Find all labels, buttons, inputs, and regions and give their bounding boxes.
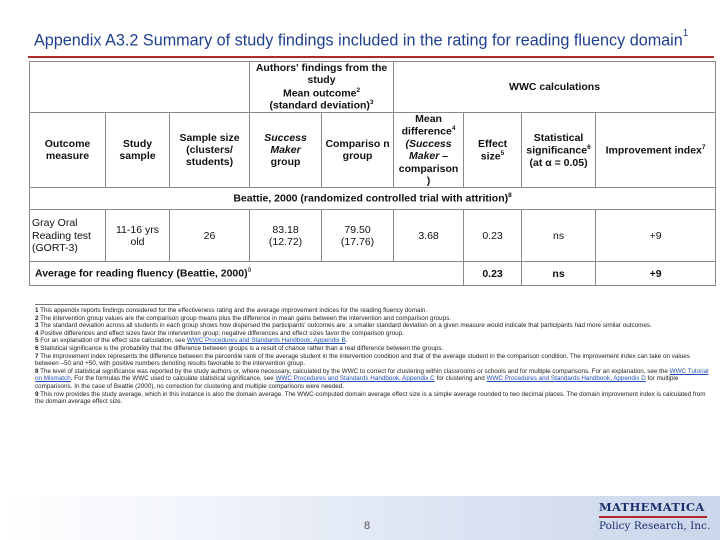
col-outcome-measure xyxy=(30,113,106,188)
study-header-row xyxy=(30,188,716,210)
col-sample-size-label: Sample size (clusters/ students) xyxy=(179,131,240,169)
footnote-number: 6 xyxy=(35,344,39,352)
header-spacer xyxy=(30,62,250,113)
cell-improvement xyxy=(596,210,716,262)
footnote-number: 5 xyxy=(35,337,39,345)
col-statistical-significance xyxy=(522,113,596,188)
average-label: Average for reading fluency (Beattie, 2000) xyxy=(35,267,248,280)
std-dev-note: 3 xyxy=(369,99,374,107)
col-stat-sig-line1: Statistical significance xyxy=(526,131,588,157)
page-title-text: Appendix A3.2 Summary of study findings included in the rating for reading fluency domain xyxy=(34,31,683,50)
average-improvement xyxy=(596,262,716,286)
cell-size-text: 26 xyxy=(203,229,216,242)
col-sm-group-line2: Maker xyxy=(270,144,301,157)
cell-comp-mean xyxy=(322,210,394,262)
title-underline xyxy=(28,56,714,58)
cell-sample-text: 11-16 yrs old xyxy=(116,223,159,248)
col-mean-diff-note: 4 xyxy=(451,125,456,133)
footnote-1 xyxy=(35,307,715,315)
average-significance-value: ns xyxy=(552,267,565,280)
footnote-9 xyxy=(35,391,715,406)
col-improvement-index xyxy=(596,113,716,188)
cell-effect-size-value: 0.23 xyxy=(482,229,503,242)
col-sm-group-line1: Success xyxy=(264,131,307,144)
col-outcome-measure-label: Outcome measure xyxy=(44,137,91,163)
col-success-maker-group xyxy=(250,113,322,188)
handbook-appendix-d-link[interactable]: WWC Procedures and Standards Handbook, Appendix D xyxy=(486,375,646,383)
cell-size xyxy=(170,210,250,262)
footnote-number: 1 xyxy=(35,307,39,314)
col-study-sample-label: Study sample xyxy=(119,137,156,163)
cell-mean-diff-value: 3.68 xyxy=(418,229,439,242)
cell-effect-size xyxy=(464,210,522,262)
footnote-text: The intervention group values are the comparison group means plus the difference in mean gains between the intervention and comparison groups. xyxy=(40,314,451,322)
header-row-1 xyxy=(30,62,716,113)
wwc-calculations-label: WWC calculations xyxy=(509,80,601,93)
logo-wordmark: MATHEMATICA xyxy=(599,500,705,514)
footnote-number: 9 xyxy=(35,390,39,398)
footnote-text-mid: . For the formulas the WWC used to calculate statistical significance, see xyxy=(70,375,276,383)
page-number: 8 xyxy=(364,520,371,532)
footnote-number: 8 xyxy=(35,367,39,375)
average-effect-size-value: 0.23 xyxy=(482,267,503,280)
study-header-cell xyxy=(30,188,716,210)
cell-comp-sd-value: (17.76) xyxy=(340,235,375,248)
footnote-number: 4 xyxy=(35,329,39,337)
footnote-8 xyxy=(35,368,715,391)
cell-outcome-text: Gray Oral Reading test (GORT-3) xyxy=(32,217,91,254)
footnote-text: The improvement index represents the difference between the percentile rank of the average student in the intervention condition and that of the average student in the comparison condition. The improvement index can take on values between –50 and +50, with positive numbers denoting results favorable to the intervention group. xyxy=(35,352,690,368)
logo-divider xyxy=(599,516,707,518)
footnote-5 xyxy=(35,337,715,345)
col-improvement-index-label: Improvement index xyxy=(605,144,702,157)
page-title xyxy=(34,28,704,50)
footnote-text: This appendix reports findings considered for the effectiveness rating and the average improvement indices for the reading fluency domain. xyxy=(40,307,428,314)
col-effect-size xyxy=(464,113,522,188)
average-significance xyxy=(522,262,596,286)
average-effect-size xyxy=(464,262,522,286)
footnote-6 xyxy=(35,345,715,353)
footnote-text: Positive differences and effect sizes favor the intervention group; negative differences and effect sizes favor the comparison group. xyxy=(40,329,404,337)
findings-table xyxy=(29,61,716,286)
footnote-text-mid2: for clustering and xyxy=(434,375,487,383)
average-note: 9 xyxy=(247,267,252,275)
study-header-note: 8 xyxy=(508,192,512,200)
col-mean-diff-line2: (Success xyxy=(405,138,452,151)
footnote-text: Statistical significance is the probability that the difference between groups is a result of chance rather than a real difference between the groups. xyxy=(40,344,444,352)
col-study-sample xyxy=(106,113,170,188)
average-improvement-value: +9 xyxy=(649,267,662,280)
col-comparison-group xyxy=(322,113,394,188)
tutorial-on-mismatch-link[interactable]: WWC Tutorial on Mismatch xyxy=(35,367,709,383)
cell-significance xyxy=(522,210,596,262)
study-header-label: Beattie, 2000 (randomized controlled trial with attrition) xyxy=(233,192,509,205)
col-comparison-group-label: Compariso n group xyxy=(325,137,390,163)
mathematica-logo xyxy=(599,500,711,538)
footnotes xyxy=(35,304,715,406)
cell-sample xyxy=(106,210,170,262)
col-mean-diff-line5: ) xyxy=(426,175,431,188)
footnote-text-end: . xyxy=(345,337,348,345)
authors-findings-label: Authors' findings from the study xyxy=(255,62,388,87)
footnote-2 xyxy=(35,315,715,323)
cell-sm-sd-value: (12.72) xyxy=(268,235,303,248)
col-sample-size xyxy=(170,113,250,188)
footnote-text: This row provides the study average, which in this instance is also the domain average. The WWC-computed domain average effect size is a simple average rounded to two decimal places. The domain improvement index is calculated from the domain average effect size. xyxy=(35,390,706,406)
cell-comp-mean-value: 79.50 xyxy=(344,223,371,236)
average-label-cell xyxy=(30,262,464,286)
authors-findings-header xyxy=(250,62,394,113)
footnote-number: 3 xyxy=(35,322,39,330)
handbook-appendix-c-link[interactable]: WWC Procedures and Standards Handbook, Appendix C xyxy=(275,375,435,383)
header-row-2 xyxy=(30,113,716,188)
cell-improvement-value: +9 xyxy=(649,229,662,242)
mean-outcome-note: 2 xyxy=(356,86,361,94)
cell-outcome xyxy=(30,210,106,262)
col-effect-size-label: Effect size xyxy=(477,137,508,163)
footnote-text: The level of statistical significance was reported by the study authors or, where necessary, calculated by the WWC to correct for clustering within classrooms or schools and for multiple comparisons. For an explanation, see the xyxy=(40,367,670,375)
footnote-number: 2 xyxy=(35,314,39,322)
handbook-appendix-b-link[interactable]: WWC Procedures and Standards Handbook, Appendix B xyxy=(186,337,346,345)
average-row xyxy=(30,262,716,286)
col-mean-difference xyxy=(394,113,464,188)
title-footnote-marker: 1 xyxy=(682,28,689,39)
col-stat-sig-line2: (at α = 0.05) xyxy=(529,156,588,169)
footnote-number: 7 xyxy=(35,352,39,360)
footnote-text: The standard deviation across all students in each group shows how dispersed the participants' outcomes are: a smaller standard deviation on a given measure would indicate that participants had more similar outcomes. xyxy=(40,322,652,330)
footnote-7 xyxy=(35,353,715,368)
cell-mean-diff xyxy=(394,210,464,262)
cell-sm-mean-value: 83.18 xyxy=(272,223,299,236)
col-mean-diff-line4: comparison xyxy=(398,162,459,175)
footnote-text-end: for multiple comparisons. In the case of Beattie (2000), no correction for clustering and multiple comparisons were needed. xyxy=(35,375,679,390)
col-improvement-index-note: 7 xyxy=(701,143,706,151)
logo-subtitle: Policy Research, Inc. xyxy=(599,520,711,532)
col-sm-group-line3: group xyxy=(270,156,301,169)
wwc-calculations-header xyxy=(394,62,716,113)
table-row xyxy=(30,210,716,262)
col-stat-sig-note: 6 xyxy=(587,143,591,151)
footnote-text: For an explanation of the effect size calculation, see xyxy=(40,337,187,345)
footnote-divider xyxy=(35,304,180,305)
col-mean-diff-line1: Mean difference xyxy=(401,113,452,138)
cell-significance-value: ns xyxy=(553,229,565,242)
cell-sm-mean xyxy=(250,210,322,262)
mean-outcome-label: Mean outcome xyxy=(282,87,357,100)
footnote-4 xyxy=(35,330,715,338)
col-mean-diff-line3: Maker – xyxy=(408,150,449,163)
col-effect-size-note: 5 xyxy=(500,149,505,157)
std-dev-label: (standard deviation) xyxy=(269,99,370,112)
footnote-3 xyxy=(35,322,715,330)
